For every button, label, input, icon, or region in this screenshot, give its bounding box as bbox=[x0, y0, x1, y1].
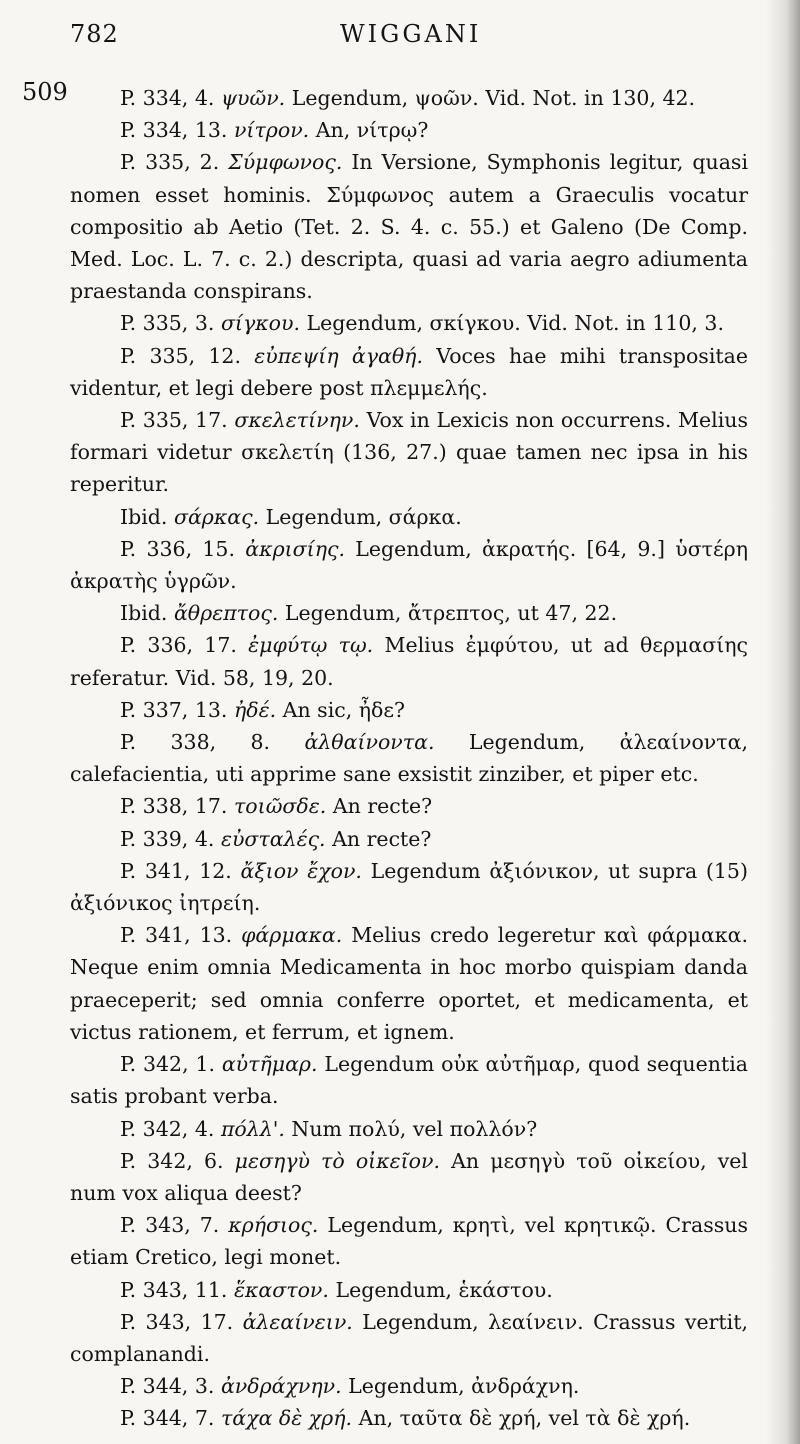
entry-text: Legendum οὐκ αὐτῆμαρ, quod sequentia satis probant verba. bbox=[70, 1052, 748, 1109]
entry-text: Voces hae mihi transpositae videntur, et legi debere post πλεμμελής. bbox=[70, 343, 748, 400]
entry-greek-lemma: ἀνδράχνην. bbox=[220, 1374, 342, 1399]
entry-greek-lemma: σίγκου. bbox=[220, 311, 300, 336]
entry-text: An μεσηγὺ τοῦ οἰκείου, vel num vox aliqua deest? bbox=[70, 1148, 748, 1205]
entry-greek-lemma: ἀκρισίης. bbox=[245, 536, 345, 561]
entry-greek-lemma: εὐσταλές. bbox=[220, 826, 326, 851]
entry-greek-lemma: εὐπεψίη ἀγαθή. bbox=[254, 343, 423, 368]
entry-reference: P. 338, 8. bbox=[120, 730, 271, 755]
entry-greek-lemma: ἀλθαίνοντα. bbox=[304, 730, 435, 755]
entry-reference: P. 335, 17. bbox=[120, 408, 228, 433]
note-entry bbox=[70, 533, 748, 597]
entry-reference: Ibid. bbox=[120, 504, 168, 529]
note-entry bbox=[70, 1145, 748, 1209]
entry-greek-lemma: μεσηγὺ τὸ οἰκεῖον. bbox=[234, 1148, 440, 1173]
note-entry bbox=[70, 726, 748, 790]
entry-reference: P. 343, 11. bbox=[120, 1277, 228, 1302]
entry-reference: P. 339, 4. bbox=[120, 826, 215, 851]
note-entry bbox=[70, 1274, 748, 1306]
entry-reference: P. 342, 6. bbox=[120, 1148, 224, 1173]
entry-reference: P. 335, 2. bbox=[120, 150, 220, 175]
entry-text: Legendum, ἀκρατής. [64, 9.] ὑστέρη ἀκρατὴς ὑγρῶν. bbox=[70, 536, 748, 594]
page-number: 782 bbox=[70, 20, 119, 48]
entry-reference: Ibid. bbox=[120, 601, 168, 626]
note-entry bbox=[70, 919, 748, 1048]
entry-text: Legendum, ἀνδράχνη. bbox=[348, 1374, 580, 1399]
entry-reference: P. 343, 17. bbox=[120, 1309, 234, 1334]
note-entry bbox=[70, 146, 748, 307]
note-entry bbox=[70, 501, 748, 533]
entry-greek-lemma: ἀλεαίνειν. bbox=[242, 1309, 353, 1334]
entry-text: An sic, ἦδε? bbox=[282, 697, 406, 722]
entry-text: An recte? bbox=[332, 794, 433, 819]
entry-reference: P. 343, 7. bbox=[120, 1213, 220, 1238]
page-edge-shadow bbox=[766, 0, 800, 1444]
entry-reference: P. 338, 17. bbox=[120, 794, 228, 819]
entry-text: Legendum ἀξιόνικον, ut supra (15) ἀξιόνικος ἰητρείη. bbox=[70, 858, 748, 916]
entry-greek-lemma: αὐτῆμαρ. bbox=[221, 1052, 318, 1077]
page-header bbox=[70, 14, 748, 58]
entry-greek-lemma: τοιῶσδε. bbox=[233, 794, 327, 819]
entry-greek-lemma: κρήσιος. bbox=[228, 1213, 319, 1238]
entry-greek-lemma: ἄθρεπτος. bbox=[173, 601, 279, 626]
entry-reference: P. 336, 15. bbox=[120, 536, 235, 561]
entry-text: Legendum, ψοῶν. Vid. Not. in 130, 42. bbox=[291, 86, 696, 110]
entry-text: Legendum, ἄτρεπτος, ut 47, 22. bbox=[284, 601, 618, 626]
entry-text: Vox in Lexicis non occurrens. Melius formari videtur σκελετίη (136, 27.) quae tamen nec ipsa in his reperitur. bbox=[70, 408, 748, 497]
entry-greek-lemma: πόλλ'. bbox=[220, 1116, 285, 1141]
entry-greek-lemma: ἐμφύτῳ τῳ. bbox=[248, 633, 374, 658]
entry-reference: P. 341, 13. bbox=[120, 923, 233, 948]
note-entry bbox=[70, 114, 748, 146]
note-entry bbox=[70, 1048, 748, 1112]
note-entry bbox=[70, 629, 748, 693]
note-entry bbox=[70, 1370, 748, 1402]
entry-reference: P. 334, 4. bbox=[120, 86, 215, 110]
note-entry bbox=[70, 82, 748, 114]
note-entry bbox=[70, 790, 748, 822]
entry-greek-lemma: ἠδέ. bbox=[233, 697, 277, 722]
entry-reference: P. 337, 13. bbox=[120, 697, 228, 722]
entry-reference: P. 335, 12. bbox=[120, 343, 241, 368]
entry-text: An, ταῦτα δὲ χρή, vel τὰ δὲ χρή. bbox=[358, 1406, 691, 1431]
entry-greek-lemma: Σύμφωνος. bbox=[228, 150, 343, 175]
entry-text: Legendum, κρητὶ, vel κρητικῷ. Crassus etiam Cretico, legi monet. bbox=[70, 1213, 748, 1270]
entry-reference: P. 344, 7. bbox=[120, 1406, 215, 1431]
entry-reference: P. 344, 3. bbox=[120, 1374, 215, 1399]
notes-body bbox=[70, 82, 748, 1435]
entry-text: Legendum, λεαίνειν. Crassus vertit, complanandi. bbox=[70, 1309, 748, 1366]
note-entry bbox=[70, 1306, 748, 1370]
entry-greek-lemma: ἕκαστον. bbox=[233, 1277, 329, 1302]
entry-text: Melius ἐμφύτου, ut ad θερμασίης referatur. Vid. 58, 19, 20. bbox=[70, 633, 748, 690]
entry-reference: P. 336, 17. bbox=[120, 633, 237, 658]
entry-reference: P. 334, 13. bbox=[120, 118, 228, 143]
note-entry bbox=[70, 1209, 748, 1273]
note-entry bbox=[70, 823, 748, 855]
entry-greek-lemma: σάρκας. bbox=[173, 504, 260, 529]
entry-text: An, νίτρῳ? bbox=[315, 118, 429, 143]
entry-reference: P. 342, 1. bbox=[120, 1052, 215, 1077]
entry-text: Legendum, ἀλεαίνοντα, calefacientia, uti apprime sane exsistit zinziber, et piper etc. bbox=[70, 730, 748, 787]
note-entry bbox=[70, 307, 748, 339]
entry-reference: P. 341, 12. bbox=[120, 858, 232, 883]
note-entry bbox=[70, 694, 748, 726]
note-entry bbox=[70, 1113, 748, 1145]
entry-greek-lemma: τάχα δὲ χρή. bbox=[220, 1406, 353, 1431]
entry-text: An recte? bbox=[332, 826, 432, 851]
entry-greek-lemma: φάρμακα. bbox=[241, 923, 343, 948]
entry-reference: P. 335, 3. bbox=[120, 311, 215, 336]
entry-greek-lemma: ἄξιον ἔχον. bbox=[240, 858, 362, 883]
entry-text: Legendum, σκίγκου. Vid. Not. in 110, 3. bbox=[306, 311, 724, 336]
margin-note: 509 bbox=[22, 78, 68, 106]
entry-greek-lemma: σκελετίνην. bbox=[234, 408, 360, 433]
running-title: WIGGANI bbox=[340, 20, 482, 48]
entry-greek-lemma: νίτρον. bbox=[233, 118, 310, 143]
note-entry bbox=[70, 855, 748, 919]
entry-text: Legendum, σάρκα. bbox=[265, 504, 462, 529]
note-entry bbox=[70, 597, 748, 629]
entry-text: Melius credo legeretur καὶ φάρμακα. Neque enim omnia Medicamenta in hoc morbo quispiam danda praeceperit; sed omnia conferre oportet, et medicamenta, et victus rationem, et ferrum, et ignem. bbox=[70, 923, 748, 1044]
note-entry bbox=[70, 1402, 748, 1434]
entry-text: In Versione, Symphonis legitur, quasi nomen esset hominis. Σύμφωνος autem a Graeculis vocatur compositio ab Aetio (Tet. 2. S. 4. c. 55.) et Galeno (De Comp. Med. Loc. L. 7. c. 2.) descripta, quasi ad varia aegro adiumenta praestanda conspirans. bbox=[70, 150, 748, 304]
entry-text: Num πολύ, vel πολλόν? bbox=[291, 1116, 538, 1141]
entry-reference: P. 342, 4. bbox=[120, 1116, 215, 1141]
note-entry bbox=[70, 404, 748, 501]
note-entry bbox=[70, 340, 748, 404]
entry-text: Legendum, ἑκάστου. bbox=[335, 1277, 553, 1302]
entry-greek-lemma: ψυῶν. bbox=[220, 86, 286, 110]
